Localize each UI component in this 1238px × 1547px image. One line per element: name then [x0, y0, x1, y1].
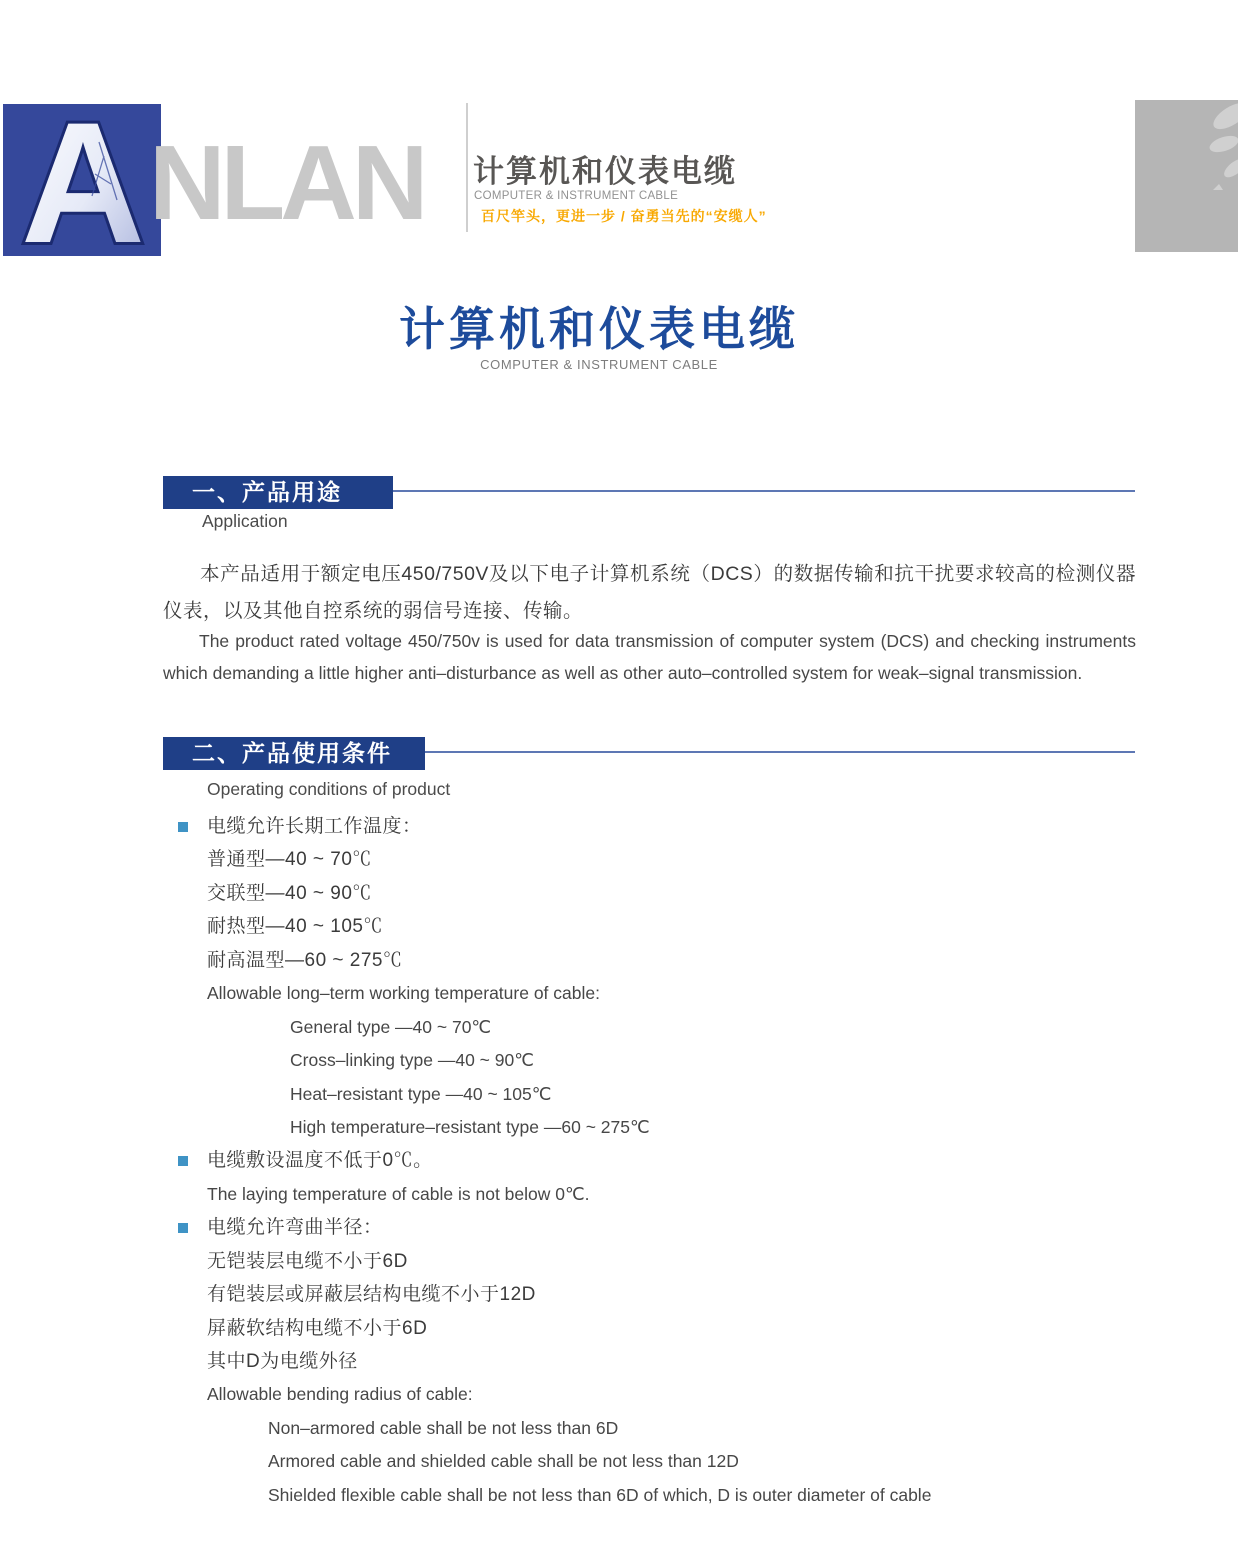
header-product-title-cn: 计算机和仪表电缆: [473, 154, 737, 189]
condition-line: [163, 1144, 1136, 1177]
condition-line: 耐热型—40 ~ 105℃: [207, 916, 383, 938]
logo-letter-a-icon: [3, 104, 161, 256]
condition-line: Heat–resistant type —40 ~ 105℃: [290, 1083, 552, 1104]
condition-line: [163, 810, 1136, 843]
condition-line: Non–armored cable shall be not less than 6D: [268, 1417, 619, 1438]
conditions-list: [163, 810, 1136, 1512]
condition-line: The laying temperature of cable is not below 0℃.: [207, 1183, 590, 1204]
condition-line: General type —40 ~ 70℃: [290, 1016, 492, 1037]
condition-text: 电缆允许长期工作温度：: [207, 816, 422, 837]
condition-text: 电缆允许弯曲半径：: [207, 1217, 383, 1239]
anlan-logo: [3, 104, 161, 256]
section1-rule: [393, 490, 1135, 492]
bullet-square-icon: [178, 822, 188, 832]
header-slogan: 百尺竿头，更进一步 / 奋勇当先的“安缆人”: [481, 208, 767, 224]
bullet-square-icon: [178, 1156, 188, 1166]
condition-line: [163, 1211, 1136, 1244]
condition-line: Allowable bending radius of cable:: [207, 1384, 473, 1405]
condition-line: 有铠装层或屏蔽层结构电缆不小于12D: [207, 1284, 536, 1306]
condition-line: 普通型—40 ~ 70℃: [207, 849, 372, 871]
page-title-en: COMPUTER & INSTRUMENT CABLE: [480, 357, 718, 372]
condition-line: Allowable long–term working temperature of cable:: [207, 983, 600, 1004]
condition-line: 无铠装层电缆不小于6D: [207, 1250, 408, 1272]
application-paragraph-cn: 本产品适用于额定电压450/750V及以下电子计算机系统（DCS）的数据传输和抗干扰要求较高的检测仪器仪表，以及其他自控系统的弱信号连接、传输。: [163, 563, 1136, 622]
condition-line: Armored cable and shielded cable shall be not less than 12D: [268, 1451, 739, 1472]
condition-line: 屏蔽软结构电缆不小于6D: [207, 1317, 428, 1339]
leaf-icon: [1135, 100, 1238, 252]
condition-text: 电缆敷设温度不低于0℃。: [207, 1150, 433, 1172]
header-divider: [466, 103, 468, 232]
condition-line: Shielded flexible cable shall be not less than 6D of which, D is outer diameter of cable: [268, 1484, 932, 1505]
condition-line: 耐高温型—60 ~ 275℃: [207, 949, 403, 971]
application-paragraph-en: The product rated voltage 450/750v is used for data transmission of computer system (DCS) and checking instruments which demanding a little higher anti–disturbance as well as other auto–controlled system for weak–signal transmission.: [163, 631, 1136, 683]
condition-line: Cross–linking type —40 ~ 90℃: [290, 1050, 534, 1071]
section1-heading: 一、产品用途: [163, 476, 393, 509]
section2-heading: 二、产品使用条件: [163, 737, 425, 770]
section2-rule: [425, 751, 1135, 753]
condition-line: 交联型—40 ~ 90℃: [207, 882, 372, 904]
section1-subheading: Application: [202, 511, 288, 531]
header-product-title-en: COMPUTER & INSTRUMENT CABLE: [474, 190, 679, 202]
corner-decoration: [1135, 100, 1238, 252]
bullet-square-icon: [178, 1223, 188, 1233]
svg-text:A: A: [20, 104, 146, 256]
page-title-cn: 计算机和仪表电缆: [399, 303, 799, 355]
section2-subheading: Operating conditions of product: [207, 779, 451, 799]
condition-line: 其中D为电缆外径: [207, 1351, 358, 1372]
logo-wordmark: NLAN: [149, 124, 424, 242]
condition-line: High temperature–resistant type —60 ~ 275℃: [290, 1116, 650, 1137]
